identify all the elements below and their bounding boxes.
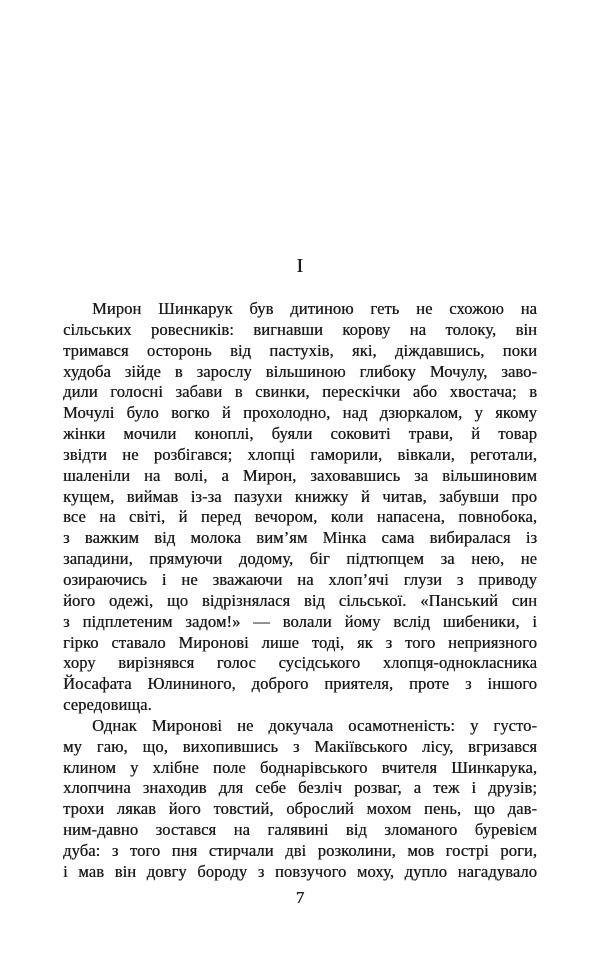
text-line: трохи лякав його товстий, оброслий мохом пень, що дав- <box>63 799 537 819</box>
text-line: хлопчина знаходив для себе безліч розваг, а теж і друзів; <box>63 778 537 798</box>
page-number: 7 <box>295 888 305 907</box>
text-line: западини, прямуючи додому, біг підтюпцем за нею, не <box>63 549 537 569</box>
text-line: Мирон Шинкарук був дитиною геть не схожою на <box>92 299 537 318</box>
text-line: Однак Миронові не докучала осамотненість: у густо- <box>92 715 537 735</box>
text-line: дуба: з того пня стирчали дві розколини, мов гострі роги, <box>63 840 537 860</box>
text-line: середовища. <box>63 695 152 715</box>
body-text <box>63 299 537 883</box>
text-line: гірко ставало Миронові лише тоді, як з того неприязного <box>63 632 537 652</box>
text-line: Йосафата Юлининого, доброго приятеля, проте з іншого <box>63 674 537 694</box>
text-line: з важким від молока вим’ям Мінка сама вибиралася із <box>63 528 537 548</box>
text-line: його одежі, що відрізнялася від сільської. «Панський син <box>63 590 537 610</box>
text-line: клином у хлібне поле боднарівського вчителя Шинкарука, <box>63 757 537 777</box>
text-line: і мав він довгу бороду з повзучого моху, дупло нагадувало <box>63 861 537 881</box>
text-line: все на світі, й перед вечором, коли напасена, повнобока, <box>63 507 537 527</box>
text-line: шаленіли на волі, а Мирон, заховавшись за вільшиновим <box>63 465 537 485</box>
text-line: з підплетеним задом!» — волали йому вслід шибеники, і <box>63 611 537 631</box>
text-line: сільських ровесників: вигнавши корову на толоку, він <box>63 319 537 339</box>
text-line: дили голосні забави в свинки, перескічки або хвостача; в <box>63 382 537 402</box>
chapter-heading: I <box>296 255 304 277</box>
text-line: жінки мочили коноплі, буяли соковиті трави, й товар <box>63 424 537 444</box>
text-line: кущем, виймав із-за пазухи книжку й читав, забувши про <box>63 486 537 506</box>
text-line: Мочулі було вогко й прохолодно, над дзюркалом, у якому <box>63 403 537 423</box>
text-line: ним-давно зостався на галявині від зломаного буревієм <box>63 820 537 840</box>
text-line: хору вирізнявся голос сусідського хлопця-однокласника <box>63 653 537 673</box>
text-line: тримався осторонь від пастухів, які, діждавшись, поки <box>63 340 537 360</box>
text-line: звідти не розбігався; хлопці гаморили, вівкали, реготали, <box>63 444 537 464</box>
text-line: худоба зійде в зарослу вільшиною глибоку Мочулу, заво- <box>63 361 537 381</box>
text-line: озираючись і не зважаючи на хлоп’ячі глузи з приводу <box>63 569 537 589</box>
text-line: му гаю, що, вихопившись з Макіївського лісу, вгризався <box>63 736 537 756</box>
